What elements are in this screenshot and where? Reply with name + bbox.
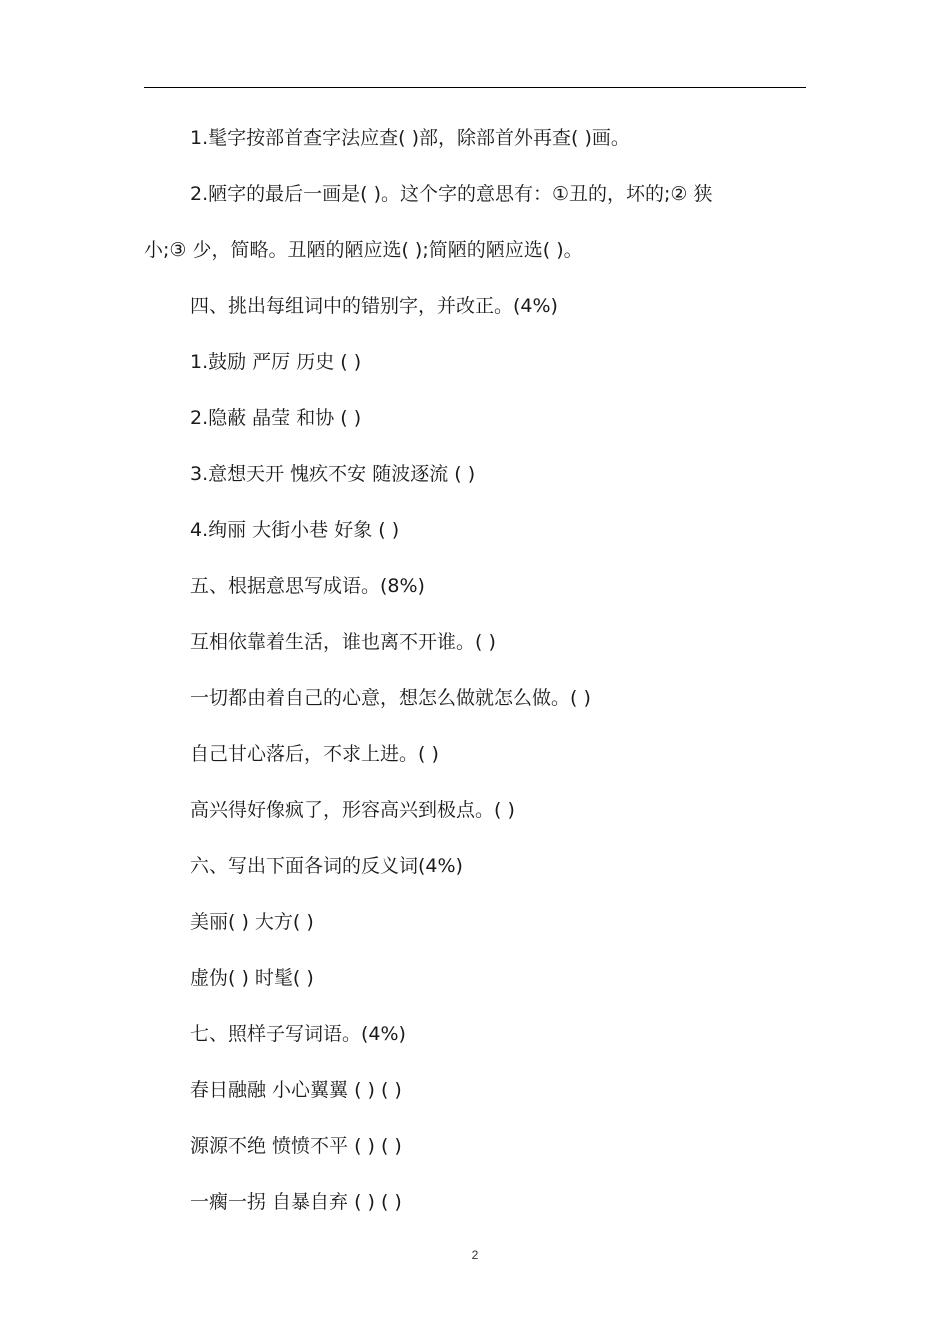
text-line: 源源不绝 愤愤不平 ( ) ( ) bbox=[190, 1135, 402, 1157]
text-line: 1.髦字按部首查字法应查( )部，除部首外再查( )画。 bbox=[190, 127, 630, 149]
text-line: 一切都由着自己的心意，想怎么做就怎么做。( ) bbox=[190, 687, 591, 709]
text-line: 春日融融 小心翼翼 ( ) ( ) bbox=[190, 1079, 402, 1101]
text-line: 高兴得好像疯了，形容高兴到极点。( ) bbox=[190, 799, 515, 821]
section-heading: 五、根据意思写成语。(8%) bbox=[190, 575, 425, 597]
section-heading: 四、挑出每组词中的错别字，并改正。(4%) bbox=[190, 295, 558, 317]
text-line: 2.隐蔽 晶莹 和协 ( ) bbox=[190, 407, 362, 429]
text-line: 互相依靠着生活，谁也离不开谁。( ) bbox=[190, 631, 496, 653]
text-line: 一瘸一拐 自暴自弃 ( ) ( ) bbox=[190, 1191, 402, 1213]
text-line: 1.鼓励 严厉 历史 ( ) bbox=[190, 351, 362, 373]
text-line: 虚伪( ) 时髦( ) bbox=[190, 967, 314, 989]
section-heading: 七、照样子写词语。(4%) bbox=[190, 1023, 406, 1045]
section-heading: 六、写出下面各词的反义词(4%) bbox=[190, 855, 463, 877]
text-line: 4.绚丽 大街小巷 好象 ( ) bbox=[190, 519, 400, 541]
text-line: 3.意想天开 愧疚不安 随波逐流 ( ) bbox=[190, 463, 476, 485]
text-line: 2.陋字的最后一画是( )。这个字的意思有：①丑的，坏的;② 狭 bbox=[190, 183, 713, 205]
page-number: 2 bbox=[471, 1248, 479, 1262]
text-line: 小;③ 少，简略。丑陋的陋应选( );简陋的陋应选( )。 bbox=[144, 239, 583, 261]
text-line: 美丽( ) 大方( ) bbox=[190, 911, 314, 933]
text-line: 自己甘心落后，不求上进。( ) bbox=[190, 743, 439, 765]
header-rule bbox=[144, 87, 806, 88]
document-body bbox=[144, 110, 806, 1230]
